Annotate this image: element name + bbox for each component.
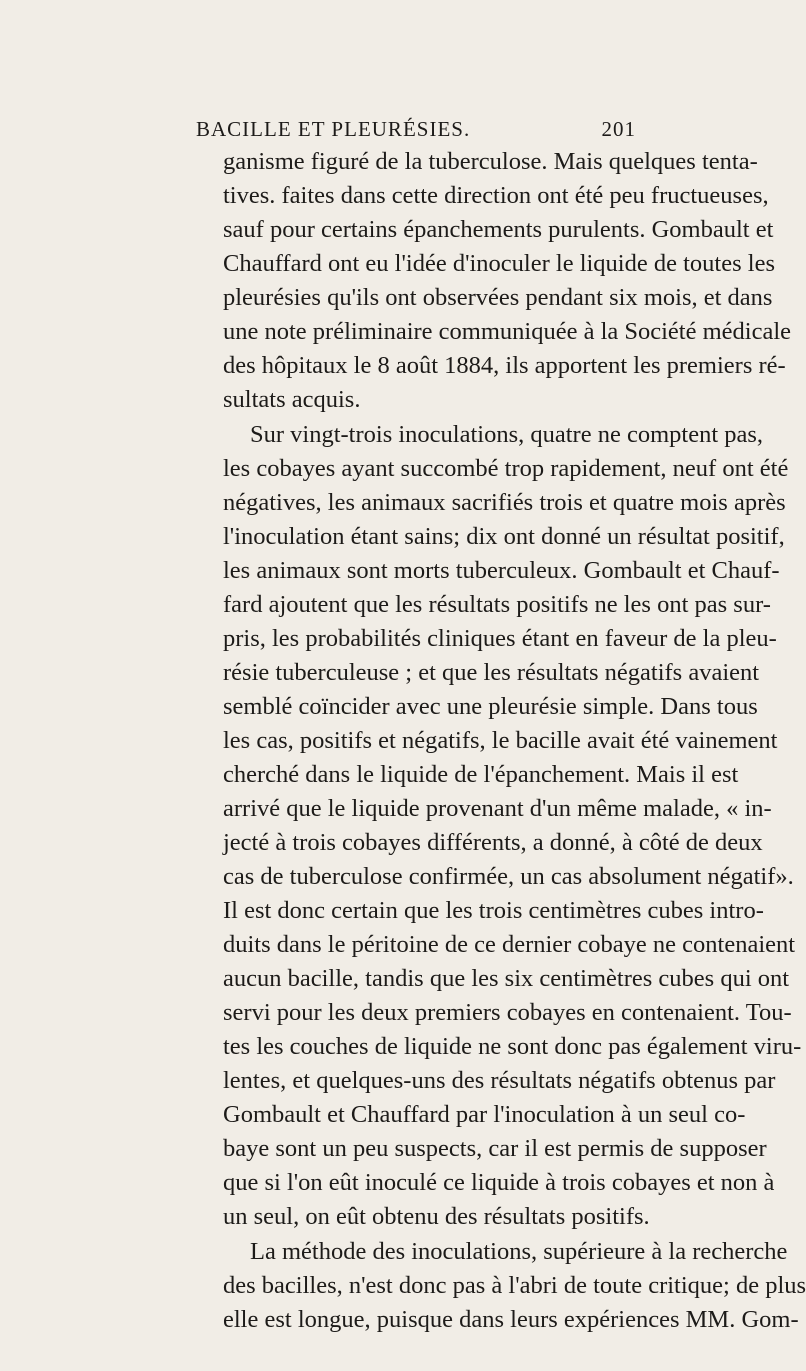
text-line: les cobayes ayant succombé trop rapidement, neuf ont été xyxy=(223,455,789,482)
text-line: tes les couches de liquide ne sont donc pas également viru- xyxy=(223,1033,802,1060)
text-line: l'inoculation étant sains; dix ont donné un résultat positif, xyxy=(223,523,785,550)
text-line: elle est longue, puisque dans leurs expériences MM. Gom- xyxy=(223,1306,799,1333)
text-line: servi pour les deux premiers cobayes en contenaient. Tou- xyxy=(223,999,792,1026)
text-line: duits dans le péritoine de ce dernier cobaye ne contenaient xyxy=(223,931,796,958)
running-title: BACILLE ET PLEURÉSIES. xyxy=(196,117,471,141)
page-number: 201 xyxy=(601,117,636,141)
text-line: tives. faites dans cette direction ont été peu fructueuses, xyxy=(223,182,769,209)
text-line: négatives, les animaux sacrifiés trois et quatre mois après xyxy=(223,489,786,516)
text-line: fard ajoutent que les résultats positifs ne les ont pas sur- xyxy=(223,591,771,618)
text-line: cas de tuberculose confirmée, un cas absolument négatif». xyxy=(223,863,794,890)
running-head xyxy=(196,116,636,142)
text-line: Il est donc certain que les trois centimètres cubes intro- xyxy=(223,897,764,924)
text-line: sauf pour certains épanchements purulents. Gombault et xyxy=(223,216,774,243)
paragraph-first-line: La méthode des inoculations, supérieure à la recherche xyxy=(250,1238,788,1265)
text-line: résie tuberculeuse ; et que les résultats négatifs avaient xyxy=(223,659,760,686)
text-line: un seul, on eût obtenu des résultats positifs. xyxy=(223,1203,650,1230)
text-line: une note préliminaire communiquée à la Société médicale xyxy=(223,318,792,345)
text-line: lentes, et quelques-uns des résultats négatifs obtenus par xyxy=(223,1067,776,1094)
text-line: des bacilles, n'est donc pas à l'abri de toute critique; de plus xyxy=(223,1272,806,1299)
text-line: les cas, positifs et négatifs, le bacille avait été vainement xyxy=(223,727,778,754)
text-line: Gombault et Chauffard par l'inoculation à un seul co- xyxy=(223,1101,746,1128)
text-line: des hôpitaux le 8 août 1884, ils apportent les premiers ré- xyxy=(223,352,786,379)
text-line: aucun bacille, tandis que les six centimètres cubes qui ont xyxy=(223,965,790,992)
text-line: baye sont un peu suspects, car il est permis de supposer xyxy=(223,1135,767,1162)
text-line: ganisme figuré de la tuberculose. Mais quelques tenta- xyxy=(223,148,758,175)
text-line: semblé coïncider avec une pleurésie simple. Dans tous xyxy=(223,693,758,720)
paragraph-first-line: Sur vingt-trois inoculations, quatre ne comptent pas, xyxy=(250,421,764,448)
text-line: que si l'on eût inoculé ce liquide à trois cobayes et non à xyxy=(223,1169,775,1196)
text-line: cherché dans le liquide de l'épanchement. Mais il est xyxy=(223,761,739,788)
text-line: les animaux sont morts tuberculeux. Gombault et Chauf- xyxy=(223,557,780,584)
text-line: sultats acquis. xyxy=(223,386,361,413)
text-line: pris, les probabilités cliniques étant en faveur de la pleu- xyxy=(223,625,777,652)
text-line: Chauffard ont eu l'idée d'inoculer le liquide de toutes les xyxy=(223,250,775,277)
text-line: jecté à trois cobayes différents, a donné, à côté de deux xyxy=(223,829,763,856)
text-line: arrivé que le liquide provenant d'un même malade, « in- xyxy=(223,795,772,822)
text-line: pleurésies qu'ils ont observées pendant six mois, et dans xyxy=(223,284,773,311)
